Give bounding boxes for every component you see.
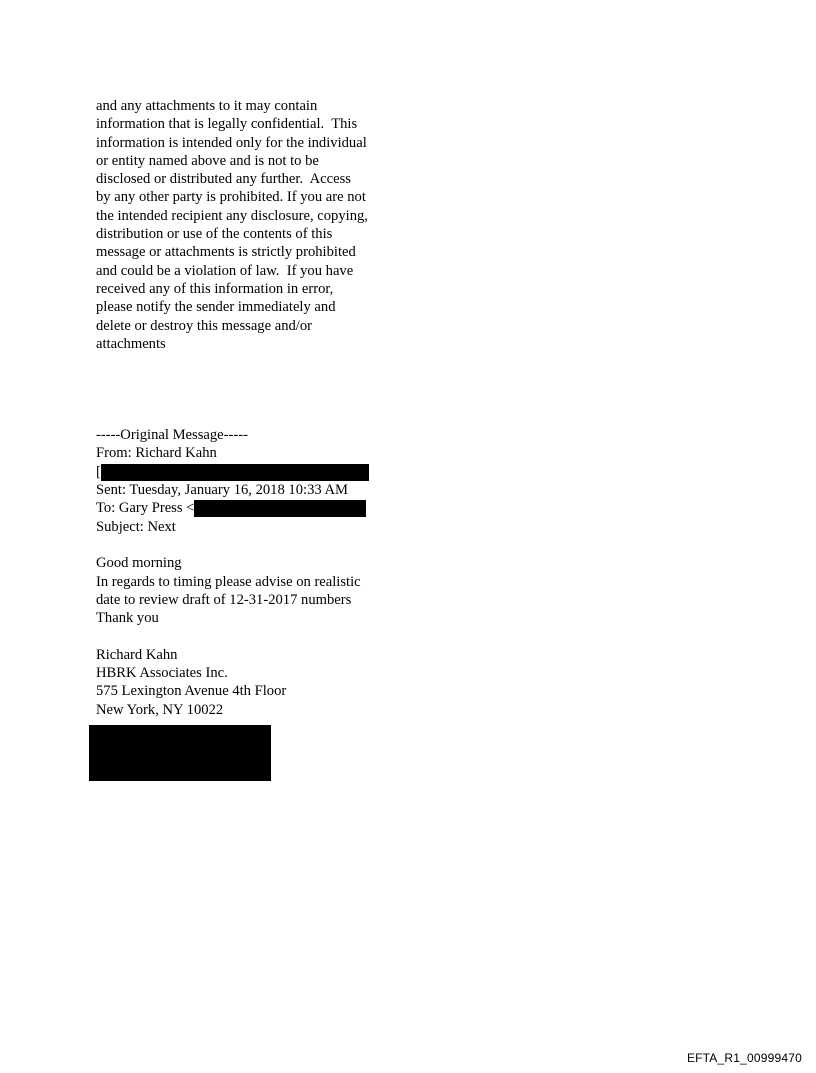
disclaimer-line: delete or destroy this message and/or: [96, 317, 313, 334]
redaction-bar: [101, 464, 369, 481]
disclaimer-line: distribution or use of the contents of this: [96, 226, 333, 243]
disclaimer-line: information that is legally confidential. This: [96, 116, 358, 133]
disclaimer-line: message or attachments is strictly prohibited: [96, 244, 356, 261]
spacer: [96, 627, 416, 645]
message-body: [96, 554, 416, 627]
disclaimer-line: information is intended only for the individual: [96, 134, 367, 151]
signature-block: [96, 646, 416, 719]
document-id: EFTA_R1_00999470: [686, 1051, 802, 1065]
disclaimer-line: and any attachments to it may contain: [96, 98, 318, 114]
original-message-header: [96, 426, 416, 536]
spacer: [96, 536, 416, 554]
sent-line: Sent: Tuesday, January 16, 2018 10:33 AM: [96, 482, 349, 499]
confidentiality-disclaimer: [96, 97, 416, 353]
body-line: date to review draft of 12-31-2017 numbers: [96, 591, 352, 608]
redaction-block: [89, 725, 271, 781]
bracket-text: [: [96, 463, 101, 480]
signature-line: 575 Lexington Avenue 4th Floor: [96, 683, 287, 700]
to-text: To: Gary Press <: [96, 500, 195, 517]
email-document: [96, 97, 416, 719]
original-message-separator: -----Original Message-----: [96, 427, 248, 444]
signature-line: Richard Kahn: [96, 646, 178, 663]
body-line: In regards to timing please advise on realistic: [96, 573, 361, 590]
body-line: Thank you: [96, 610, 159, 627]
signature-line: New York, NY 10022: [96, 701, 224, 718]
to-line: [96, 499, 416, 517]
disclaimer-line: and could be a violation of law. If you have: [96, 262, 354, 279]
body-line: Good morning: [96, 555, 182, 572]
disclaimer-line: received any of this information in error,: [96, 280, 334, 297]
redaction-bar: [194, 500, 366, 517]
disclaimer-line: by any other party is prohibited. If you are not: [96, 189, 366, 206]
from-email-line: [96, 463, 416, 481]
subject-line: Subject: Next: [96, 518, 176, 535]
disclaimer-line: disclosed or distributed any further. Access: [96, 171, 351, 188]
spacer: [96, 353, 416, 426]
disclaimer-line: or entity named above and is not to be: [96, 152, 319, 169]
disclaimer-line: please notify the sender immediately and: [96, 299, 336, 316]
from-line: From: Richard Kahn: [96, 445, 217, 462]
disclaimer-line: attachments: [96, 335, 166, 352]
disclaimer-line: the intended recipient any disclosure, copying,: [96, 207, 368, 224]
signature-line: HBRK Associates Inc.: [96, 665, 228, 682]
